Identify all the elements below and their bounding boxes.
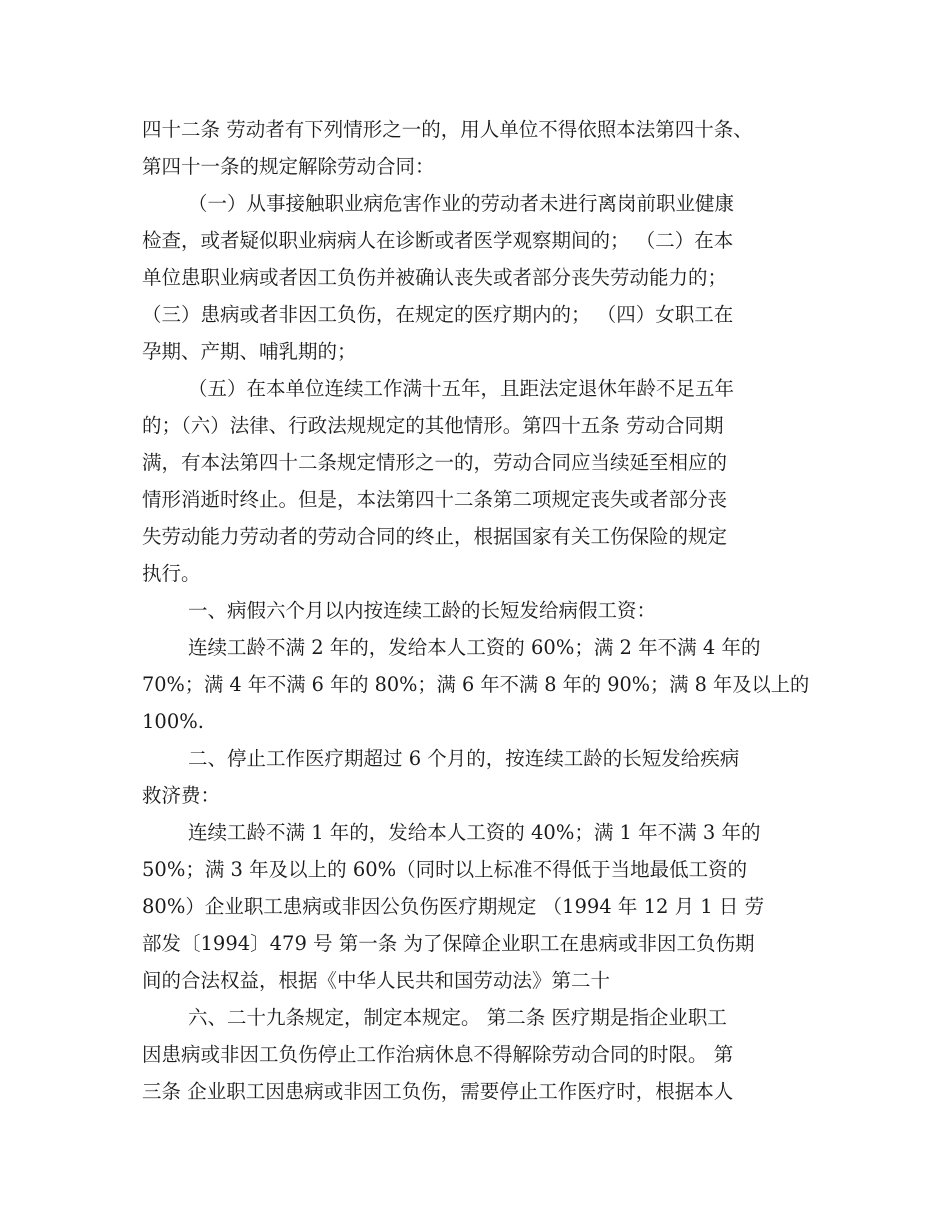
text-line: 100%. bbox=[142, 710, 204, 733]
text-line: 80%）企业职工患病或非因公负伤医疗期规定 （1994 年 12 月 1 日 劳 bbox=[142, 895, 765, 918]
text-line: 执行。 bbox=[142, 562, 201, 585]
text-line: 三条 企业职工因患病或非因工负伤，需要停止工作医疗时，根据本人 bbox=[142, 1080, 734, 1103]
text-line: （五）在本单位连续工作满十五年，且距法定退休年龄不足五年 bbox=[188, 377, 735, 400]
text-line: （一）从事接触职业病危害作业的劳动者未进行离岗前职业健康 bbox=[188, 192, 735, 215]
text-line: 失劳动能力劳动者的劳动合同的终止，根据国家有关工伤保险的规定 bbox=[142, 525, 728, 548]
text-line: 连续工龄不满 1 年的，发给本人工资的 40%；满 1 年不满 3 年的 bbox=[188, 821, 761, 844]
document-body bbox=[142, 111, 810, 1110]
text-line: 孕期、产期、哺乳期的； bbox=[142, 340, 357, 363]
text-line: 的；（六）法律、行政法规规定的其他情形。第四十五条 劳动合同期 bbox=[142, 414, 724, 437]
text-line: 六、二十九条规定，制定本规定。 第二条 医疗期是指企业职工 bbox=[188, 1006, 727, 1029]
text-line: 检查，或者疑似职业病病人在诊断或者医学观察期间的； （二）在本 bbox=[142, 229, 734, 252]
text-line: 部发〔1994〕479 号 第一条 为了保障企业职工在患病或非因工负伤期 bbox=[142, 932, 755, 955]
text-line: 70%；满 4 年不满 6 年的 80%；满 6 年不满 8 年的 90%；满 8 年及以上的 bbox=[142, 673, 810, 696]
text-line: 四十二条 劳动者有下列情形之一的，用人单位不得依照本法第四十条、 bbox=[142, 118, 753, 141]
text-line: 因患病或非因工负伤停止工作治病休息不得解除劳动合同的时限。 第 bbox=[142, 1043, 734, 1066]
text-line: 第四十一条的规定解除劳动合同： bbox=[142, 155, 435, 178]
text-line: 情形消逝时终止。但是，本法第四十二条第二项规定丧失或者部分丧 bbox=[142, 488, 728, 511]
text-line: 50%；满 3 年及以上的 60%（同时以上标准不得低于当地最低工资的 bbox=[142, 858, 748, 881]
text-line: 救济费： bbox=[142, 784, 221, 807]
text-line: 二、停止工作医疗期超过 6 个月的，按连续工龄的长短发给疾病 bbox=[188, 747, 740, 770]
text-line: 一、病假六个月以内按连续工龄的长短发给病假工资： bbox=[188, 599, 657, 622]
text-line: （三）患病或者非因工负伤，在规定的医疗期内的； （四）女职工在 bbox=[142, 303, 734, 326]
text-line: 单位患职业病或者因工负伤并被确认丧失或者部分丧失劳动能力的； bbox=[142, 266, 728, 289]
text-line: 满，有本法第四十二条规定情形之一的，劳动合同应当续延至相应的 bbox=[142, 451, 728, 474]
text-line: 间的合法权益，根据《中华人民共和国劳动法》第二十 bbox=[142, 969, 611, 992]
text-line: 连续工龄不满 2 年的，发给本人工资的 60%；满 2 年不满 4 年的 bbox=[188, 636, 761, 659]
